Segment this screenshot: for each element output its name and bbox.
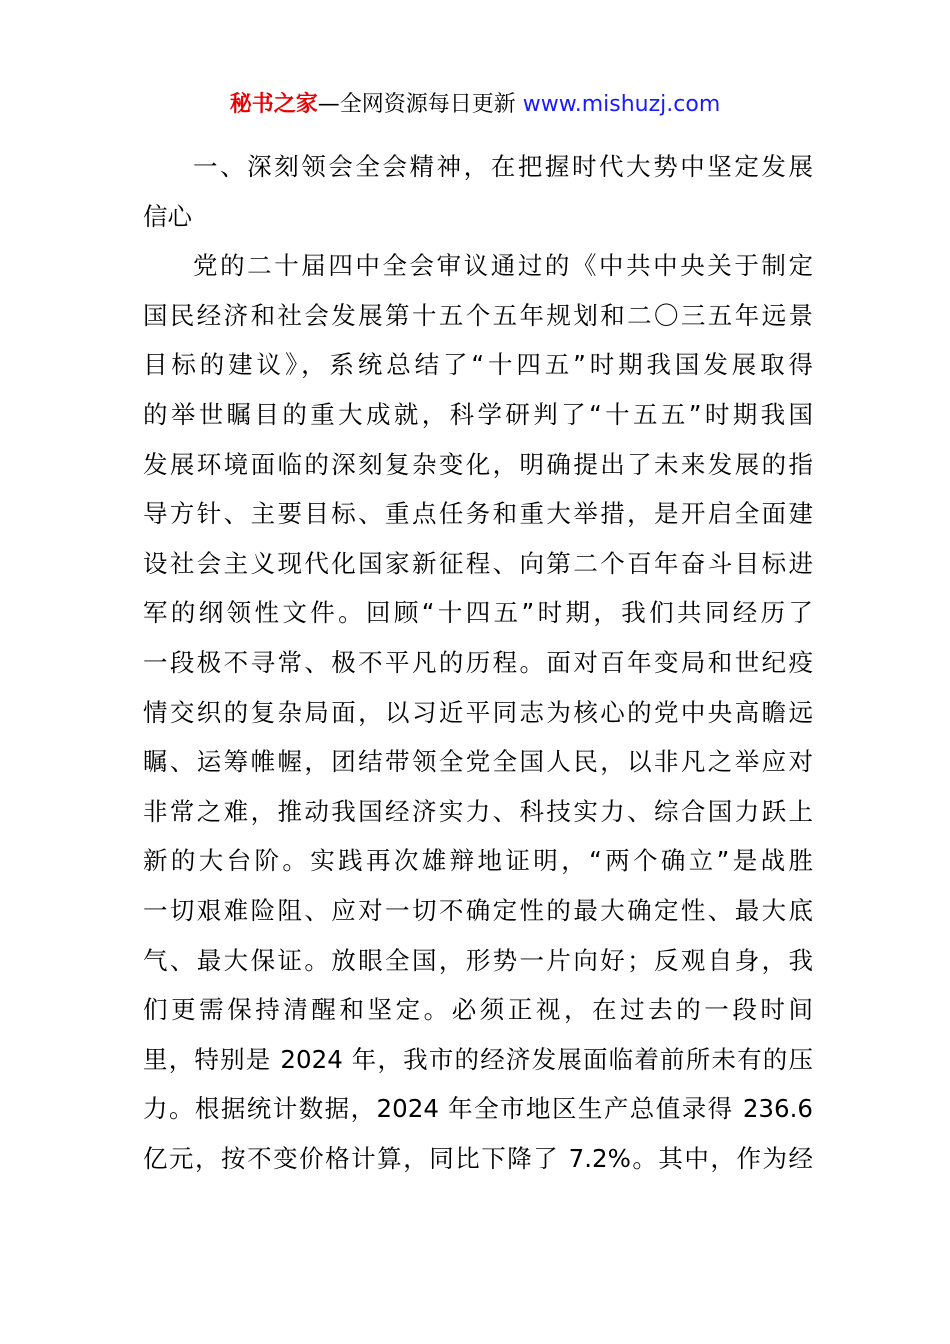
paragraph-line: 新的大台阶。实践再次雄辩地证明，“两个确立”是战胜 (143, 846, 813, 876)
document-body (143, 142, 813, 1183)
brand-name: 秘书之家 (229, 92, 318, 117)
paragraph-line: 导方针、主要目标、重点任务和重大举措，是开启全面建 (143, 499, 813, 529)
paragraph-line: 力。根据统计数据，2024 年全市地区生产总值录得 236.6 (143, 1094, 813, 1124)
paragraph-line: 设社会主义现代化国家新征程、向第二个百年奋斗目标进 (143, 548, 813, 578)
paragraph-line: 非常之难，推动我国经济实力、科技实力、综合国力跃上 (143, 796, 813, 826)
paragraph-line: 发展环境面临的深刻复杂变化，明确提出了未来发展的指 (143, 449, 813, 479)
site-url-link[interactable]: www.mishuzj.com (522, 92, 721, 117)
paragraph-line: 目标的建议》，系统总结了“十四五”时期我国发展取得 (143, 350, 813, 380)
header-tagline: —全网资源每日更新 (317, 92, 523, 117)
paragraph-line: 军的纲领性文件。回顾“十四五”时期，我们共同经历了 (143, 598, 813, 628)
paragraph-line: 气、最大保证。放眼全国，形势一片向好；反观自身，我 (143, 945, 813, 975)
paragraph-line: 情交织的复杂局面，以习近平同志为核心的党中央高瞻远 (143, 697, 813, 727)
paragraph-line: 们更需保持清醒和坚定。必须正视，在过去的一段时间 (143, 995, 813, 1025)
section-heading-cont: 信心 (143, 201, 192, 231)
paragraph-line: 亿元，按不变价格计算，同比下降了 7.2%。其中，作为经 (143, 1143, 813, 1173)
paragraph-line: 国民经济和社会发展第十五个五年规划和二〇三五年远景 (143, 300, 813, 330)
paragraph-line: 里，特别是 2024 年，我市的经济发展面临着前所未有的压 (143, 1044, 813, 1074)
paragraph-line: 一段极不寻常、极不平凡的历程。面对百年变局和世纪疫 (143, 647, 813, 677)
paragraph-line: 瞩、运筹帷幄，团结带领全党全国人民，以非凡之举应对 (143, 747, 813, 777)
section-heading: 一、深刻领会全会精神，在把握时代大势中坚定发展 (193, 152, 813, 181)
paragraph-line: 的举世瞩目的重大成就，科学研判了“十五五”时期我国 (143, 399, 813, 429)
paragraph-line: 一切艰难险阻、应对一切不确定性的最大确定性、最大底 (143, 895, 813, 925)
page-header (0, 88, 950, 122)
paragraph-line: 党的二十届四中全会审议通过的《中共中央关于制定 (193, 251, 813, 281)
